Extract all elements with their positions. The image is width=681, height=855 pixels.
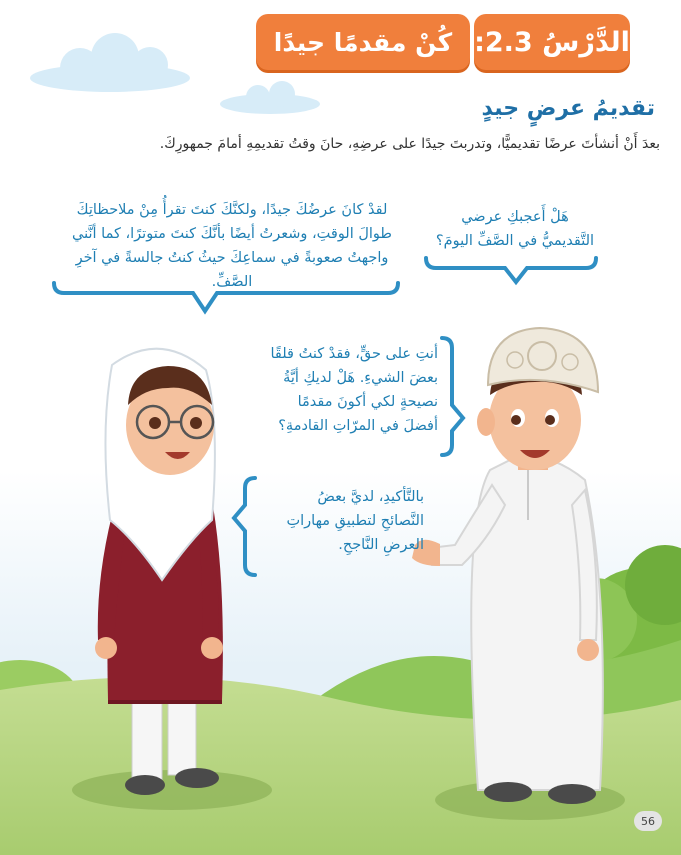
lesson-title-badge — [256, 14, 470, 70]
page-number: 56 — [634, 811, 662, 831]
bubble-line: التَّقديميُّ في الصَّفِّ اليومَ؟ — [435, 233, 595, 249]
section-heading: تقديمُ عرضٍ جيدٍ — [481, 96, 655, 121]
bubble-line: هَلْ أَعجبكِ عرضي — [461, 209, 569, 225]
bubble-line: طوالَ الوقتِ، وشعرتُ أيضًا بأنَّكَ كنتَ متوترًا، كما أنَّني — [72, 226, 392, 242]
bubble-line: العرضِ النَّاجحِ. — [338, 537, 424, 553]
girl-shadow — [72, 770, 272, 810]
girl-reply-bubble — [254, 485, 424, 557]
bubble-line: أفضلَ في المرّاتِ القادمةِ؟ — [278, 418, 438, 434]
bubble-line: واجهتُ صعوبةً في سماعِكَ حيثُ كنتُ جالسةً في آخرِ الصَّفِّ. — [75, 250, 389, 290]
boy-question-bubble — [430, 205, 600, 253]
boy-reply-bubble — [268, 342, 438, 438]
bubble-line: لقدْ كانَ عرضُكَ جيدًا، ولكنَّكَ كنتَ تقرأُ مِنْ ملاحظاتِكَ — [76, 202, 388, 218]
girl-answer-bubble — [62, 198, 402, 294]
lesson-label: الدَّرْسُ 2.3: — [474, 26, 630, 58]
bubble-line: بعضَ الشيءِ. هَلْ لديكِ أيَّةُ — [283, 370, 438, 386]
bubble-line: نصيحةٍ لكي أكونَ مقدمًا — [297, 394, 438, 410]
bubble-line: النَّصائحِ لتطبيقِ مهاراتِ — [286, 513, 424, 529]
intro-paragraph: بعدَ أَنْ أنشأتَ عرضًا تقديميًّا، وتدربتَ جيدًا على عرضِهِ، حانَ وقتُ تقديمِهِ أمامَ جمهورِكَ. — [159, 136, 660, 152]
bubble-line: أنتِ على حقٍّ، فقدْ كنتُ قلقًا — [270, 346, 438, 362]
lesson-number-badge — [474, 14, 630, 70]
lesson-title: كُنْ مقدمًا جيدًا — [273, 27, 453, 57]
bubble-line: بالتَّأكيدِ، لديَّ بعضُ — [317, 489, 424, 505]
